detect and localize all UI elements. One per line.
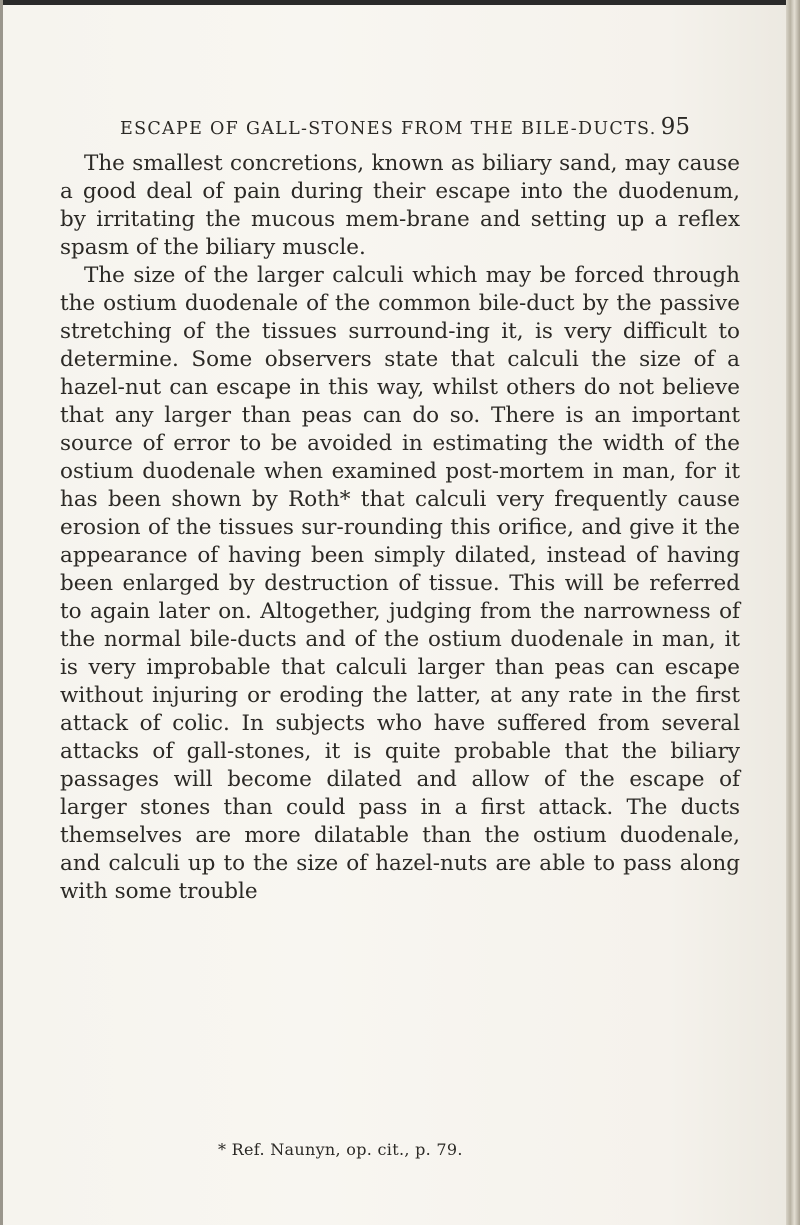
paragraph-2: The size of the larger calculi which may be forced through the ostium duodenale of the common bile-duct by the passive stretching of the tissues surround-ing it, is very difficult to determine. Some observers state that calculi the size of a hazel-nut can escape in this way, whilst others do not believe that any larger than peas can do so. There is an important source of error to be avoided in estimating the width of the ostium duodenale when examined post-mortem in man, for it has been shown by Roth* that calculi very frequently cause erosion of the tissues sur-rounding this orifice, and give it the appearance of having been simply dilated, instead of having been enlarged by destruction of tissue. This will be referred to again later on. Altogether, judging from the narrowness of the normal bile-ducts and of the ostium duodenale in man, it is very improbable that calculi larger than peas can escape without injuring or eroding the latter, at any rate in the first attack of colic. In subjects who have suffered from several attacks of gall-stones, it is quite probable that the biliary passages will become dilated and allow of the escape of larger stones than could pass in a first attack. The ducts themselves are more dilatable than the ostium duodenale, and calculi up to the size of hazel-nuts are able to pass along with some trouble	[60, 263, 740, 904]
page-number: 95	[660, 114, 690, 140]
running-title: ESCAPE OF GALL-STONES FROM THE BILE-DUCTS.	[120, 119, 657, 139]
body-text	[60, 150, 740, 906]
paragraph-1: The smallest concretions, known as biliary sand, may cause a good deal of pain during their escape into the duodenum, by irritating the mucous mem-brane and setting up a reflex spasm of the biliary muscle.	[60, 151, 740, 260]
footnote: * Ref. Naunyn, op. cit., p. 79.	[218, 1140, 463, 1159]
book-spine-edge	[786, 0, 800, 1225]
page-header	[120, 114, 690, 144]
scan-left-edge	[0, 0, 3, 1225]
scan-top-edge	[0, 0, 800, 5]
